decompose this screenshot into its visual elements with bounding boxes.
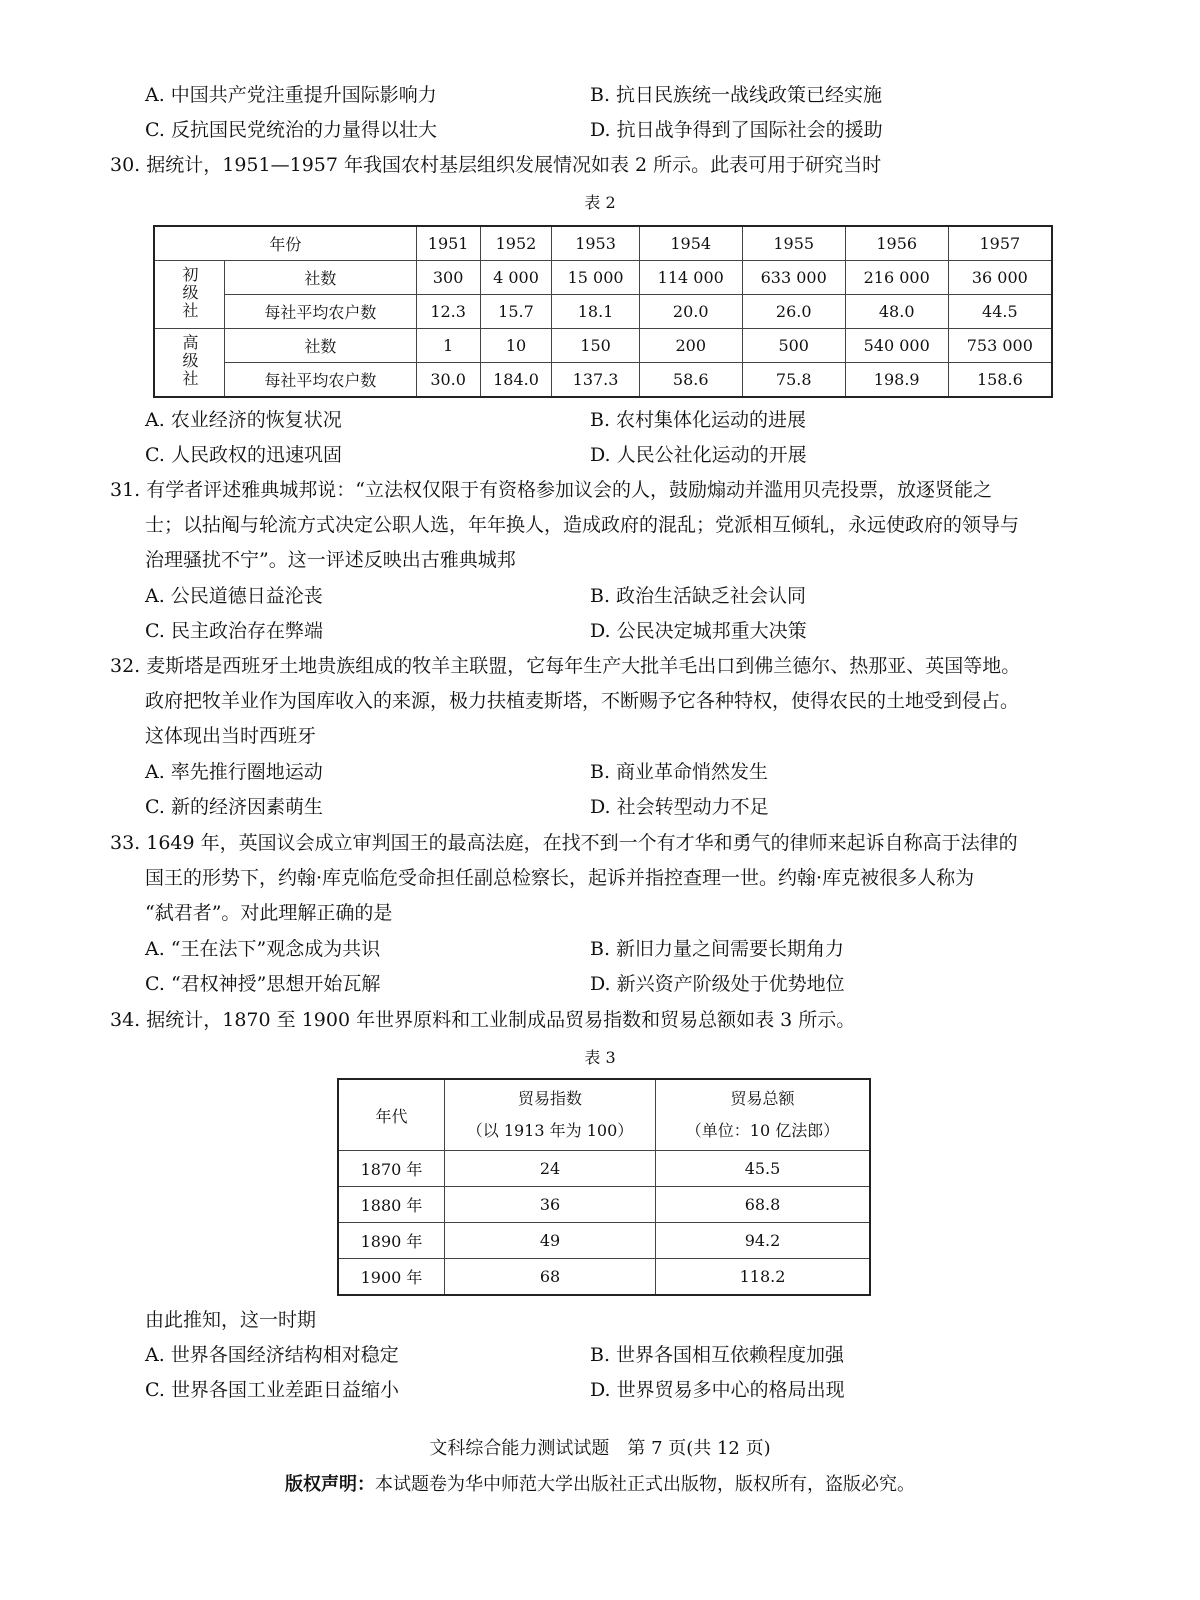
year: 1951 [416,226,480,261]
row-label: 每社平均农户数 [225,363,417,398]
q34-option-b: B. 世界各国相互依赖程度加强 [590,1344,845,1366]
copyright-text: 本试题卷为华中师范大学出版社正式出版物，版权所有，盗版必究。 [375,1474,915,1495]
q30-stem: 30. 据统计，1951—1957 年我国农村基层组织发展情况如表 2 所示。此表可用于研究当时 [110,154,882,176]
table-cell: 753 000 [948,329,1052,363]
q33-line: “弑君者”。对此理解正确的是 [145,902,393,924]
table-cell: 1880 年 [338,1187,445,1223]
table-cell: 48.0 [845,295,948,329]
table-cell: 12.3 [416,295,480,329]
year: 1955 [742,226,845,261]
q34-option-c: C. 世界各国工业差距日益缩小 [145,1379,399,1401]
table-cell: 500 [742,329,845,363]
year: 1952 [480,226,552,261]
table-cell: 540 000 [845,329,948,363]
table-cell: 4 000 [480,261,552,295]
trade-total-header [656,1079,871,1151]
year: 1953 [552,226,639,261]
q33-line: 33. 1649 年，英国议会成立审判国王的最高法庭，在找不到一个有才华和勇气的律师来起诉自称高于法律的 [110,832,1018,854]
table-cell: 300 [416,261,480,295]
q33-option-d: D. 新兴资产阶级处于优势地位 [590,973,845,995]
table2-caption: 表 2 [584,193,616,212]
q32-option-c: C. 新的经济因素萌生 [145,796,323,818]
q31-option-b: B. 政治生活缺乏社会认同 [590,585,807,607]
table-cell: 36 000 [948,261,1052,295]
trade-index-header [445,1079,656,1151]
q32-line: 这体现出当时西班牙 [145,725,317,747]
q32-option-a: A. 率先推行圈地运动 [145,761,323,783]
q30-option-d: D. 人民公社化运动的开展 [590,444,807,466]
table-cell: 49 [445,1223,656,1259]
table-row [338,1187,870,1223]
q32-option-d: D. 社会转型动力不足 [590,796,769,818]
row-label: 每社平均农户数 [225,295,417,329]
year: 1957 [948,226,1052,261]
table-cell: 20.0 [639,295,742,329]
table-cell: 68.8 [656,1187,871,1223]
table-cell: 10 [480,329,552,363]
table-cell: 1870 年 [338,1151,445,1187]
header-text: 贸易总额 [730,1089,795,1108]
table-cell: 150 [552,329,639,363]
q31-line: 治理骚扰不宁”。这一评述反映出古雅典城邦 [145,549,516,571]
table-row [154,261,1052,295]
q31-option-a: A. 公民道德日益沦丧 [145,585,323,607]
row-label: 社数 [225,261,417,295]
q30-option-b: B. 农村集体化运动的进展 [590,409,807,431]
table-row [154,329,1052,363]
table-cell: 118.2 [656,1259,871,1296]
table-cell: 18.1 [552,295,639,329]
q29-option-c: C. 反抗国民党统治的力量得以壮大 [145,119,437,141]
table-cell: 114 000 [639,261,742,295]
table-cell: 15.7 [480,295,552,329]
q31-option-d: D. 公民决定城邦重大决策 [590,620,807,642]
group-label: 初级社 [180,265,199,320]
page-info: 文科综合能力测试试题 第 7 页(共 12 页) [429,1438,771,1459]
table-3 [337,1078,871,1296]
table-row [338,1151,870,1187]
q30-option-a: A. 农业经济的恢复状况 [145,409,342,431]
q34-stem: 34. 据统计，1870 至 1900 年世界原料和工业制成品贸易指数和贸易总额如表 3 所示。 [110,1009,856,1031]
q32-line: 32. 麦斯塔是西班牙土地贵族组成的牧羊主联盟，它每年生产大批羊毛出口到佛兰德尔、热那亚、英国等地。 [110,655,1021,677]
era-header: 年代 [338,1079,445,1151]
table-cell: 1900 年 [338,1259,445,1296]
q29-option-d: D. 抗日战争得到了国际社会的援助 [590,119,883,141]
table-cell: 184.0 [480,363,552,398]
table-cell: 1890 年 [338,1223,445,1259]
q34-followup: 由此推知，这一时期 [145,1309,317,1331]
table-cell: 94.2 [656,1223,871,1259]
q34-option-d: D. 世界贸易多中心的格局出现 [590,1379,845,1401]
group-label: 高级社 [180,333,199,388]
row-label: 社数 [225,329,417,363]
table-cell: 15 000 [552,261,639,295]
table-cell: 44.5 [948,295,1052,329]
group-cell [154,261,225,329]
copyright-notice [0,1470,1200,1496]
group-cell [154,329,225,398]
table-cell: 26.0 [742,295,845,329]
table-2 [153,225,1053,398]
table-cell: 24 [445,1151,656,1187]
table-cell: 137.3 [552,363,639,398]
copyright-label: 版权声明： [285,1474,375,1495]
table-row [338,1223,870,1259]
table3-caption: 表 3 [584,1048,616,1067]
table-cell: 1 [416,329,480,363]
table-cell: 58.6 [639,363,742,398]
q29-option-a: A. 中国共产党注重提升国际影响力 [145,84,437,106]
q33-line: 国王的形势下，约翰·库克临危受命担任副总检察长，起诉并指控查理一世。约翰·库克被很多人称为 [145,867,975,889]
q34-option-a: A. 世界各国经济结构相对稳定 [145,1344,399,1366]
year-header: 年份 [154,226,416,261]
table-cell: 68 [445,1259,656,1296]
q31-line: 31. 有学者评述雅典城邦说：“立法权仅限于有资格参加议会的人，鼓励煽动并滥用贝壳投票，放逐贤能之 [110,479,992,501]
q33-option-a: A. “王在法下”观念成为共识 [145,938,381,960]
q32-option-b: B. 商业革命悄然发生 [590,761,769,783]
q33-option-c: C. “君权神授”思想开始瓦解 [145,973,381,995]
table-cell: 158.6 [948,363,1052,398]
table-cell: 36 [445,1187,656,1223]
table-cell: 198.9 [845,363,948,398]
q29-option-b: B. 抗日民族统一战线政策已经实施 [590,84,883,106]
table-cell: 30.0 [416,363,480,398]
year: 1954 [639,226,742,261]
table-cell: 45.5 [656,1151,871,1187]
q31-option-c: C. 民主政治存在弊端 [145,620,323,642]
table-row [154,295,1052,329]
table-cell: 200 [639,329,742,363]
q31-line: 士；以拈阄与轮流方式决定公职人选，年年换人，造成政府的混乱；党派相互倾轧，永远使政府的领导与 [145,514,1020,536]
header-text: 贸易指数 [517,1089,582,1108]
table-cell: 216 000 [845,261,948,295]
q30-option-c: C. 人民政权的迅速巩固 [145,444,342,466]
year: 1956 [845,226,948,261]
table-row [338,1259,870,1296]
header-note: （以 1913 年为 100） [466,1121,634,1140]
table-row [154,363,1052,398]
header-note: （单位：10 亿法郎） [685,1121,840,1140]
table-cell: 75.8 [742,363,845,398]
q33-option-b: B. 新旧力量之间需要长期角力 [590,938,845,960]
table-cell: 633 000 [742,261,845,295]
q32-line: 政府把牧羊业作为国库收入的来源，极力扶植麦斯塔，不断赐予它各种特权，使得农民的土地受到侵占。 [145,690,1020,712]
